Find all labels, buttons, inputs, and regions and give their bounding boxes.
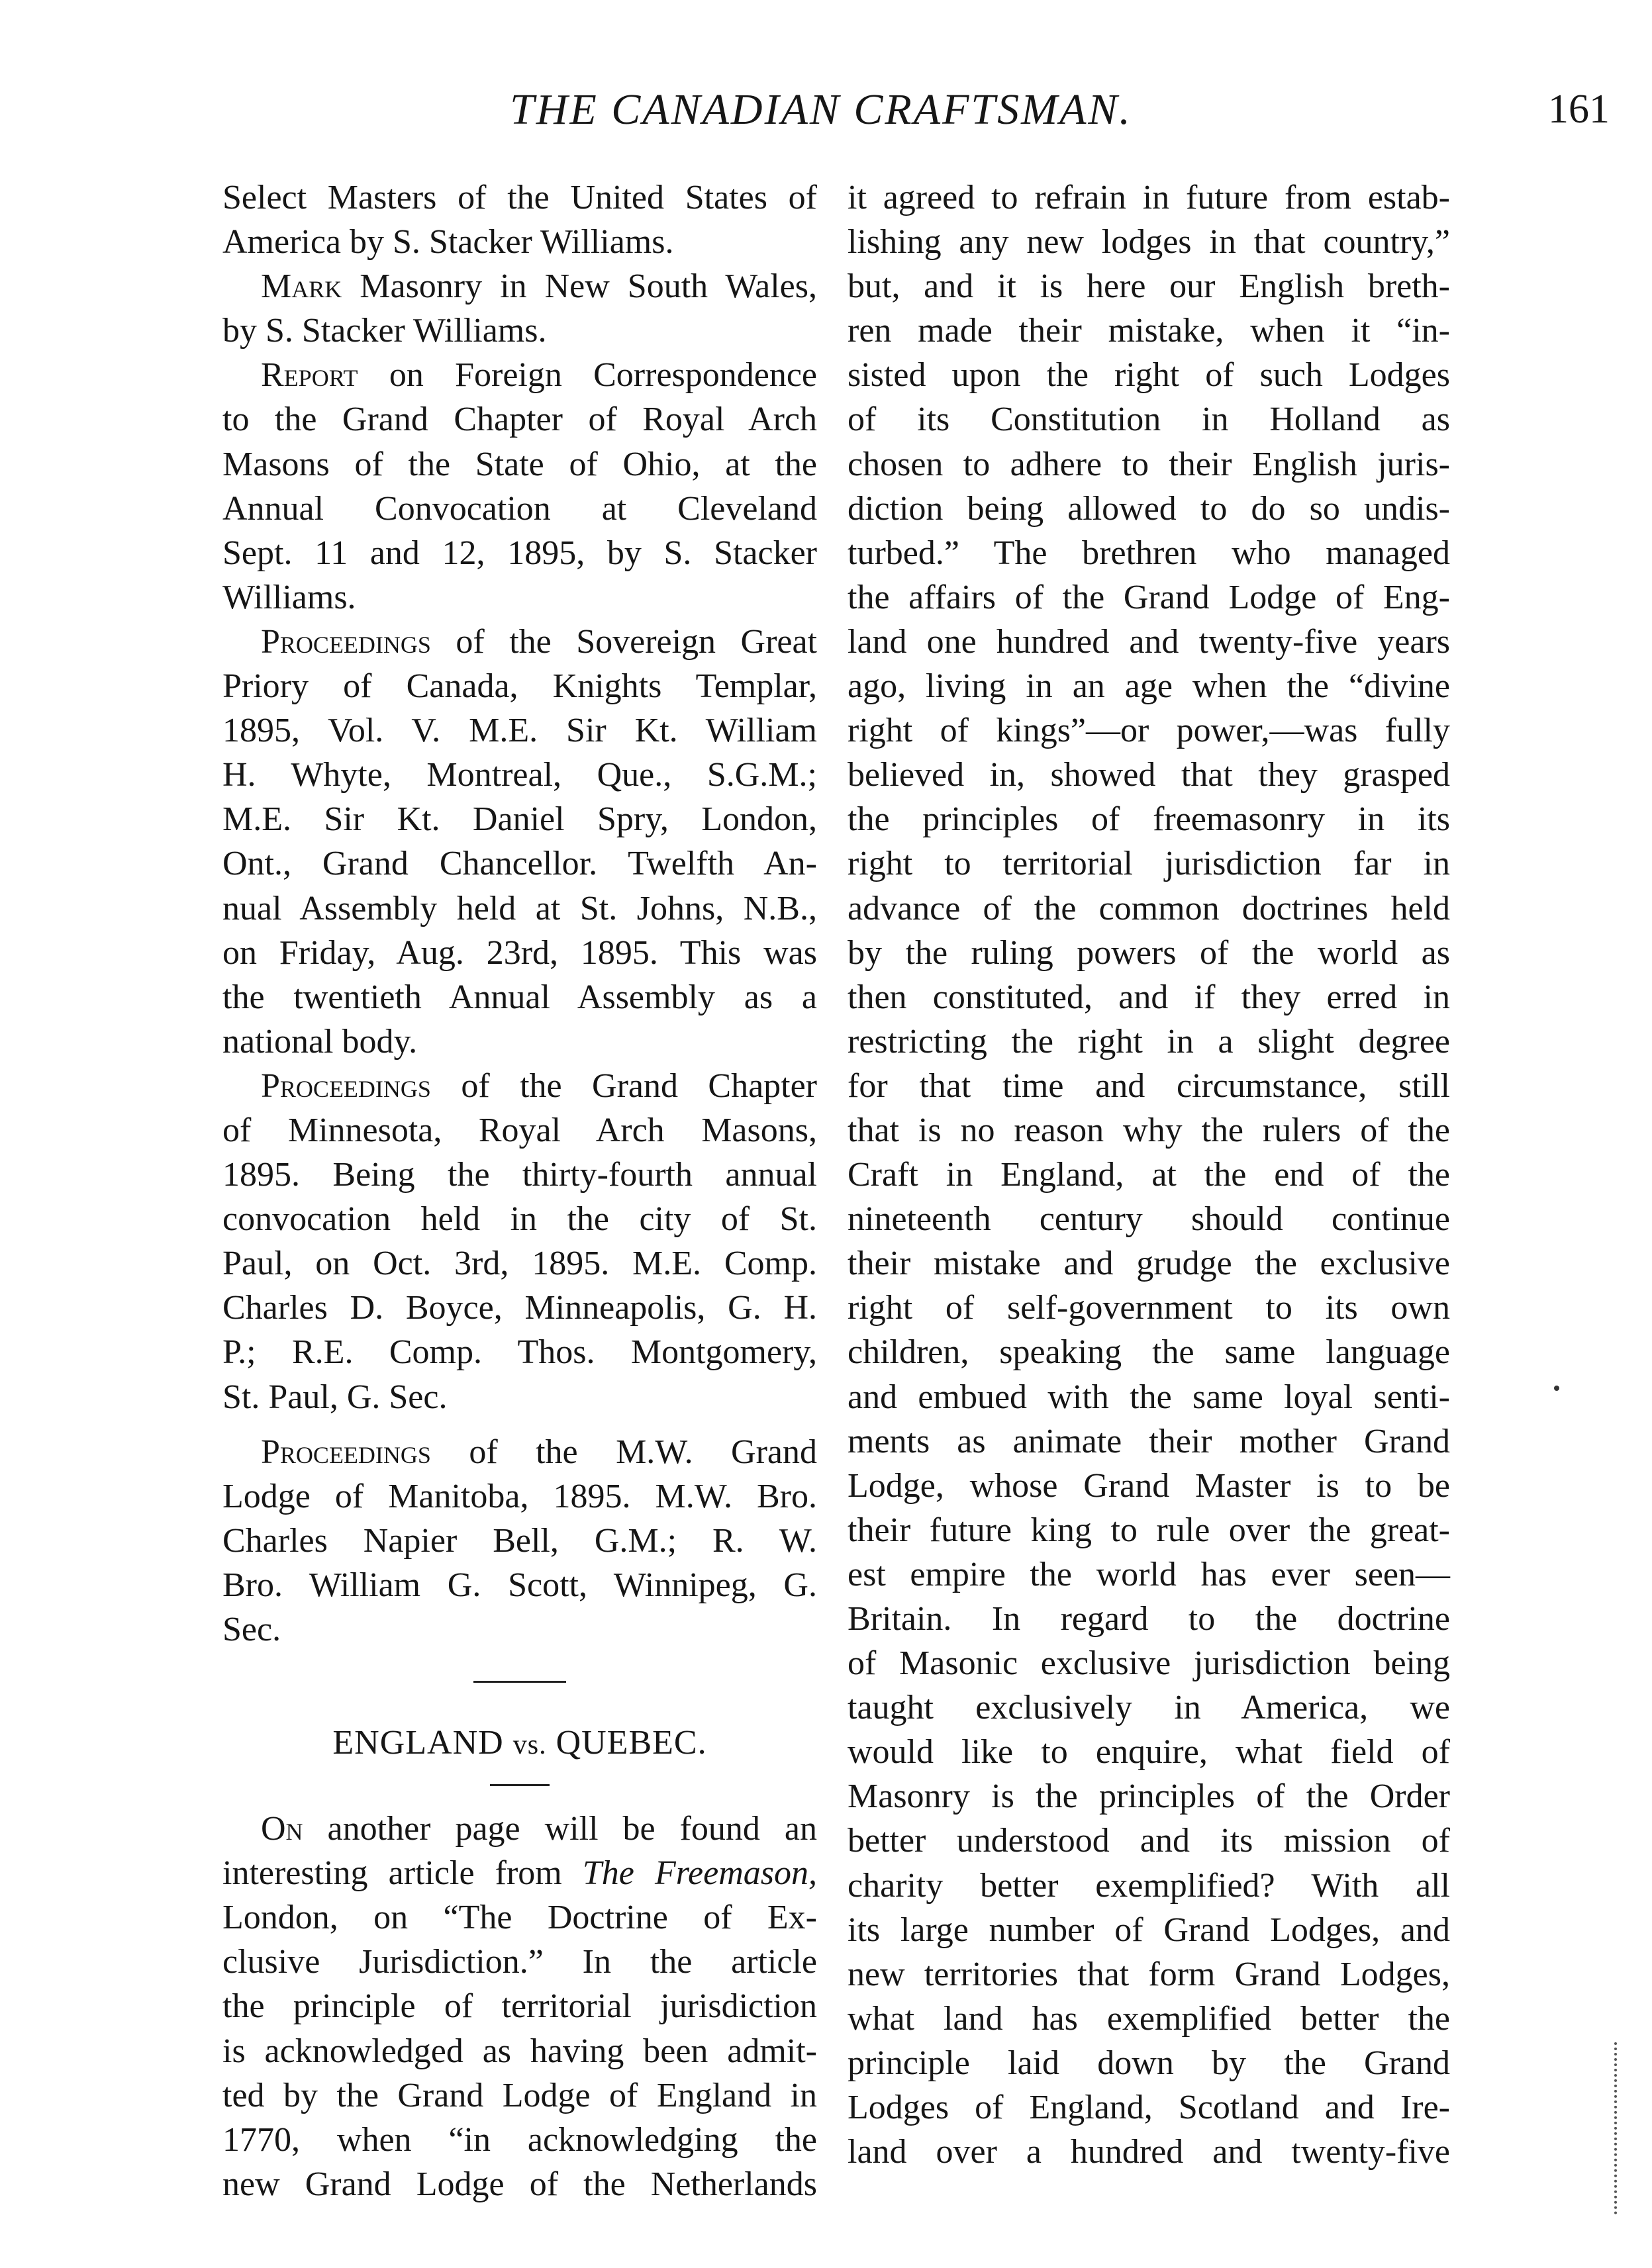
text-line: what land has exemplified better the: [848, 1999, 1450, 2038]
text-line: the twentieth Annual Assembly as a: [222, 978, 817, 1016]
text-line: of its Constitution in Holland as: [848, 401, 1450, 439]
text-line: their future king to rule over the great-: [848, 1511, 1450, 1549]
paragraph-mark-masonry: [222, 264, 817, 353]
text-line: 1770, when “in acknowledging the: [222, 2120, 817, 2159]
text-line: sisted upon the right of such Lodges: [848, 356, 1450, 395]
text-line: Britain. In regard to the doctrine: [848, 1600, 1450, 1638]
text-line: Annual Convocation at Cleveland: [222, 489, 817, 528]
text-line: Masonry is the principles of the Order: [848, 1777, 1450, 1816]
text-line: Lodge of Manitoba, 1895. M.W. Bro.: [222, 1477, 817, 1515]
text-line: interesting article from The Freemason,: [222, 1854, 817, 1893]
text-line: new territories that form Grand Lodges,: [848, 1955, 1450, 1993]
text-line: the affairs of the Grand Lodge of Eng-: [848, 578, 1450, 616]
text-line: right of kings”—or power,—was fully: [848, 712, 1450, 750]
text-line: Lodge, whose Grand Master is to be: [848, 1466, 1450, 1505]
text-line: Proceedings of the Sovereign Great: [261, 622, 817, 661]
text-line: Charles Napier Bell, G.M.; R. W.: [222, 1521, 817, 1560]
text-line: land one hundred and twenty-five years: [848, 622, 1450, 661]
text-line: the principle of territorial jurisdiction: [222, 1987, 817, 2026]
text-line: by S. Stacker Williams.: [222, 312, 547, 350]
text-line: Lodges of England, Scotland and Ire-: [848, 2089, 1450, 2127]
text-line: America by S. Stacker Williams.: [222, 223, 674, 261]
text-line: Report on Foreign Correspondence: [261, 356, 817, 395]
text-line: St. Paul, G. Sec.: [222, 1378, 448, 1416]
text-line: advance of the common doctrines held: [848, 889, 1450, 927]
text-line: lishing any new lodges in that country,”: [848, 223, 1450, 261]
text-line: 1895. Being the thirty-fourth annual: [222, 1156, 817, 1194]
text-line: right to territorial jurisdiction far in: [848, 845, 1450, 883]
lead-word: On: [261, 1810, 303, 1848]
lead-word: Report: [261, 356, 358, 395]
text-line: est empire the world has ever seen—: [848, 1555, 1450, 1593]
text-line: Craft in England, at the end of the: [848, 1156, 1450, 1194]
text-line: but, and it is here our English breth-: [848, 267, 1450, 306]
text-line: Sec.: [222, 1611, 281, 1648]
text-line: ren made their mistake, when it “in-: [848, 312, 1450, 350]
text-line: clusive Jurisdiction.” In the article: [222, 1943, 817, 1981]
text-line: their mistake and grudge the exclusive: [848, 1245, 1450, 1283]
text-line: better understood and its mission of: [848, 1822, 1450, 1860]
text-line: and embued with the same loyal senti-: [848, 1378, 1450, 1416]
text-line: of Minnesota, Royal Arch Masons,: [222, 1111, 817, 1149]
text-line: Mark Masonry in New South Wales,: [261, 267, 817, 306]
text-line: Ont., Grand Chancellor. Twelfth An-: [222, 845, 817, 883]
text-line: Priory of Canada, Knights Templar,: [222, 667, 817, 706]
left-column: [222, 175, 817, 2206]
text-line: ments as animate their mother Grand: [848, 1422, 1450, 1460]
text-line: Bro. William G. Scott, Winnipeg, G.: [222, 1566, 817, 1604]
text-line: restricting the right in a slight degree: [848, 1022, 1450, 1061]
lead-word: Mark: [261, 267, 342, 306]
text-line: nual Assembly held at St. Johns, N.B.,: [222, 889, 817, 927]
text-line: nineteenth century should continue: [848, 1200, 1450, 1239]
text-line: principle laid down by the Grand: [848, 2044, 1450, 2082]
right-column: [848, 175, 1450, 2174]
text-line: its large number of Grand Lodges, and: [848, 1911, 1450, 1949]
text-line: London, on “The Doctrine of Ex-: [222, 1899, 817, 1937]
running-header-title: THE CANADIAN CRAFTSMAN.: [510, 85, 1132, 134]
text-line: ago, living in an age when the “divine: [848, 667, 1450, 706]
text-line: children, speaking the same language: [848, 1333, 1450, 1372]
text-line: to the Grand Chapter of Royal Arch: [222, 401, 817, 439]
text-line: Sept. 11 and 12, 1895, by S. Stacker: [222, 534, 817, 572]
text-line: of Masonic exclusive jurisdiction being: [848, 1644, 1450, 1683]
paragraph-proceedings-great-priory: [222, 620, 817, 1064]
text-line: convocation held in the city of St.: [222, 1200, 817, 1239]
text-line: Charles D. Boyce, Minneapolis, G. H.: [222, 1289, 817, 1327]
paragraph-continued: [848, 175, 1450, 2174]
text-line: national body.: [222, 1022, 418, 1061]
lead-word: Proceedings: [261, 1433, 431, 1471]
text-line: H. Whyte, Montreal, Que., S.G.M.;: [222, 756, 817, 794]
text-line: 1895, Vol. V. M.E. Sir Kt. William: [222, 712, 817, 750]
text-line: Williams.: [222, 578, 356, 616]
lead-word: Proceedings: [261, 1066, 431, 1105]
text-line: turbed.” The brethren who managed: [848, 534, 1450, 572]
text-line: land over a hundred and twenty-five: [848, 2133, 1450, 2171]
text-line: on Friday, Aug. 23rd, 1895. This was: [222, 933, 817, 972]
margin-binding-mark: [1614, 2042, 1625, 2214]
text-line: new Grand Lodge of the Netherlands: [222, 2165, 817, 2203]
print-speck: [1554, 1386, 1559, 1391]
page-number: 161: [1548, 87, 1610, 132]
text-line: would like to enquire, what field of: [848, 1733, 1450, 1772]
text-line: is acknowledged as having been admit-: [222, 2032, 817, 2070]
text-line: diction being allowed to do so undis-: [848, 489, 1450, 528]
text-line: believed in, showed that they grasped: [848, 756, 1450, 794]
text-line: P.; R.E. Comp. Thos. Montgomery,: [222, 1333, 817, 1372]
text-line: M.E. Sir Kt. Daniel Spry, London,: [222, 800, 817, 839]
paragraph-england-vs-quebec: [222, 1807, 817, 2206]
section-rule: [473, 1681, 566, 1683]
section-rule-top-wrap: [222, 1652, 817, 1711]
text-line: that is no reason why the rulers of the: [848, 1111, 1450, 1149]
paragraph-report-foreign-correspondence: [222, 353, 817, 620]
text-line: right of self-government to its own: [848, 1289, 1450, 1327]
text-line: it agreed to refrain in future from estab-: [848, 179, 1450, 216]
text-line: the principles of freemasonry in its: [848, 800, 1450, 839]
paragraph-select-masters: [222, 175, 817, 264]
paragraph-proceedings-manitoba: [222, 1430, 817, 1652]
text-line: Paul, on Oct. 3rd, 1895. M.E. Comp.: [222, 1245, 817, 1283]
text-line: Select Masters of the United States of: [222, 179, 817, 216]
section-heading: ENGLAND vs. QUEBEC.: [332, 1724, 707, 1762]
text-line: Proceedings of the M.W. Grand: [261, 1433, 817, 1471]
paragraph-proceedings-minnesota: [222, 1064, 817, 1419]
text-line: then constituted, and if they erred in: [848, 978, 1450, 1016]
text-line: ted by the Grand Lodge of England in: [222, 2076, 817, 2114]
text-line: for that time and circumstance, still: [848, 1066, 1450, 1105]
lead-word: Proceedings: [261, 622, 431, 661]
text-line: taught exclusively in America, we: [848, 1689, 1450, 1727]
text-line: by the ruling powers of the world as: [848, 933, 1450, 972]
section-rule: [490, 1784, 550, 1786]
text-line: Masons of the State of Ohio, at the: [222, 445, 817, 483]
text-line: chosen to adhere to their English juris-: [848, 445, 1450, 483]
section-rule-bottom-wrap: [222, 1775, 817, 1795]
text-line: Proceedings of the Grand Chapter: [261, 1066, 817, 1105]
text-line: On another page will be found an: [261, 1810, 817, 1848]
publication-title: The Freemason,: [582, 1854, 817, 1893]
text-line: charity better exemplified? With all: [848, 1866, 1450, 1905]
